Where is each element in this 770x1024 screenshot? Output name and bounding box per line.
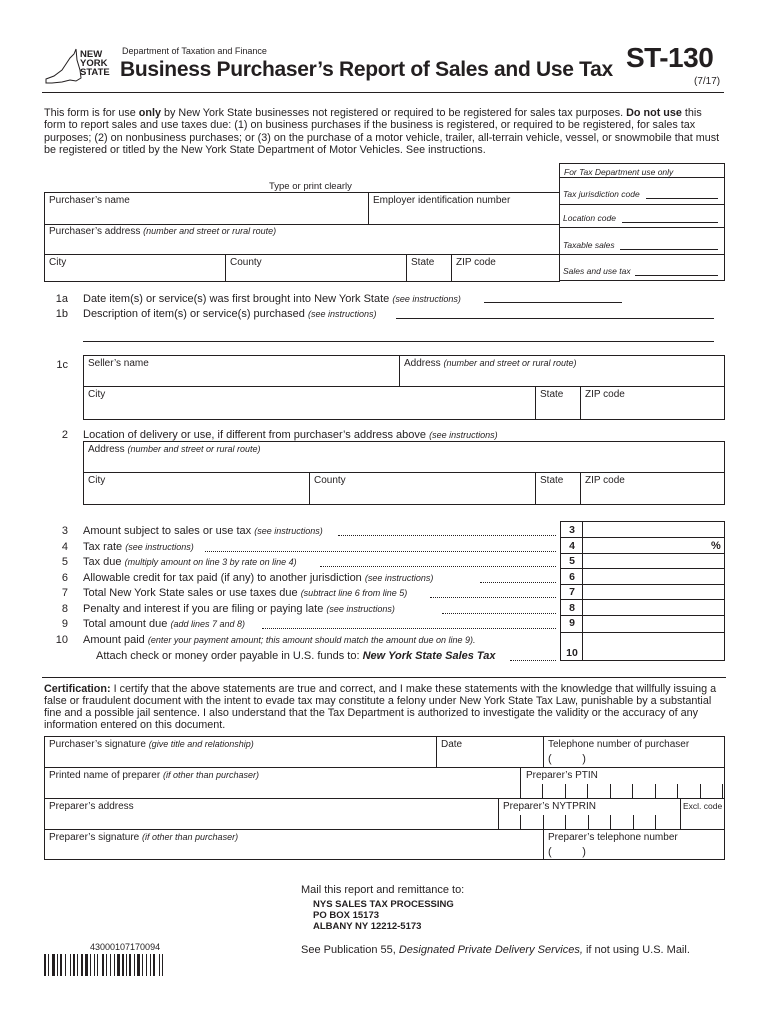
- purchaser-name-label[interactable]: Purchaser’s name: [49, 195, 130, 206]
- purchaser-row-rule-1: [44, 224, 560, 225]
- line-1b-label: [83, 308, 377, 320]
- line-1a-label: [83, 293, 461, 305]
- barcode-bar: [134, 954, 135, 976]
- delivery-zip-label[interactable]: ZIP code: [585, 475, 625, 486]
- line-4-box-number: 4: [569, 540, 575, 552]
- ptin-digit-boxes[interactable]: [520, 781, 725, 798]
- line-1a-note: (see instructions): [392, 294, 461, 304]
- purchaser-address-note: (number and street or rural route): [143, 226, 277, 236]
- line-10-number: 10: [55, 634, 68, 646]
- line-6-note: (see instructions): [364, 573, 434, 583]
- digit-divider: [610, 784, 611, 798]
- line-2-text: Location of delivery or use, if different from purchaser’s address above: [83, 429, 427, 441]
- preparer-name-text: Printed name of preparer: [49, 770, 161, 781]
- purchaser-signature-label[interactable]: [49, 739, 254, 750]
- form-number: ST-130: [626, 42, 714, 73]
- line-8-note: (see instructions): [326, 604, 395, 614]
- digit-divider: [588, 815, 589, 829]
- barcode-bar: [142, 954, 143, 976]
- sales-and-use-tax-field[interactable]: [635, 275, 718, 276]
- barcode-bar: [126, 954, 127, 976]
- line-4-number: 4: [61, 541, 68, 553]
- line-1a-field[interactable]: [484, 302, 622, 303]
- line-1a-number: 1a: [55, 293, 68, 305]
- seller-address-label[interactable]: [404, 358, 577, 369]
- line-7-label: [83, 587, 407, 599]
- delivery-city-label[interactable]: City: [88, 475, 106, 486]
- line-5-number: 5: [61, 556, 68, 568]
- line-3-text: Amount subject to sales or use tax: [83, 525, 252, 537]
- logo-line-york: YORK: [80, 58, 108, 69]
- purchaser-zip-label[interactable]: ZIP code: [456, 257, 496, 268]
- barcode-bar: [60, 954, 62, 976]
- line-4-note: (see instructions): [125, 542, 194, 552]
- line-7-box-number: 7: [569, 586, 575, 598]
- line-6-amount-field[interactable]: [583, 569, 724, 584]
- line-10-note: (enter your payment amount; this amount should match the amount due on line 9).: [147, 635, 476, 645]
- line-3-note: (see instructions): [254, 526, 323, 536]
- purchaser-signature-text: Purchaser’s signature: [49, 739, 146, 750]
- line-9-number: 9: [61, 618, 68, 630]
- line-8-text: Penalty and interest if you are filing or paying late: [83, 603, 324, 615]
- digit-divider: [722, 784, 723, 798]
- preparer-signature-label[interactable]: [49, 832, 238, 843]
- line-7-note: (subtract line 6 from line 5): [300, 588, 408, 598]
- digit-divider: [542, 784, 543, 798]
- line-5-leader: [320, 566, 556, 567]
- logo-line-state: STATE: [80, 67, 110, 78]
- purchaser-divider-county: [225, 254, 226, 282]
- logo-line-new: NEW: [80, 49, 103, 60]
- purchaser-divider-state: [406, 254, 407, 282]
- sig-divider-prep-phone: [543, 829, 544, 860]
- line-2-label: [83, 429, 498, 441]
- barcode-bar: [81, 954, 83, 976]
- line-9-box-number: 9: [569, 617, 575, 629]
- publication-note-italic: Designated Private Delivery Services,: [398, 944, 583, 956]
- delivery-row-rule: [83, 472, 725, 473]
- barcode-number: 43000107170094: [90, 942, 161, 952]
- form-title: Business Purchaser’s Report of Sales and Use Tax: [120, 58, 613, 81]
- line-1b-text: Description of item(s) or service(s) purchased: [83, 308, 305, 320]
- delivery-county-label[interactable]: County: [314, 475, 346, 486]
- intro-paragraph: [44, 107, 724, 157]
- purchaser-divider-ein: [368, 192, 369, 224]
- line-4-leader: [205, 551, 556, 552]
- delivery-address-label[interactable]: [88, 444, 261, 455]
- preparer-address-label[interactable]: Preparer’s address: [49, 801, 134, 812]
- intro-bold-only: only: [138, 107, 161, 119]
- digit-divider: [655, 815, 656, 829]
- digit-divider: [610, 815, 611, 829]
- purchaser-address-text: Purchaser’s address: [49, 226, 141, 237]
- line-2-note: (see instructions): [429, 430, 498, 440]
- purchaser-signature-note: (give title and relationship): [148, 739, 254, 749]
- digit-divider: [587, 784, 588, 798]
- line-7-amount-field[interactable]: [583, 585, 724, 599]
- line-5-text: Tax due: [83, 556, 122, 568]
- barcode-bar: [129, 954, 131, 976]
- digit-divider: [677, 784, 678, 798]
- delivery-address-note: (number and street or rural route): [127, 444, 261, 454]
- tax-jurisdiction-code-label: Tax jurisdiction code: [563, 189, 640, 199]
- sig-divider-excl: [680, 798, 681, 829]
- line-1b-field-2[interactable]: [83, 341, 714, 342]
- intro-bold-do-not-use: Do not use: [626, 107, 682, 119]
- preparer-phone-parens: ( ): [548, 846, 586, 858]
- seller-name-label[interactable]: Seller’s name: [88, 358, 149, 369]
- seller-state-label[interactable]: State: [540, 389, 564, 400]
- line-5-box-number: 5: [569, 555, 575, 567]
- location-code-field[interactable]: [622, 222, 718, 223]
- barcode-bar: [48, 954, 49, 976]
- digit-divider: [632, 784, 633, 798]
- line-10-attach: [96, 650, 495, 662]
- mail-heading: Mail this report and remittance to:: [301, 884, 465, 896]
- delivery-address-text: Address: [88, 444, 125, 455]
- seller-divider-address: [399, 355, 400, 386]
- barcode-bar: [70, 954, 71, 976]
- sig-row-rule-1: [44, 767, 725, 768]
- mail-address-line-3: ALBANY NY 12212-5173: [313, 921, 422, 932]
- line-6-box-number: 6: [569, 571, 575, 583]
- line-8-number: 8: [61, 603, 68, 615]
- digit-divider: [565, 815, 566, 829]
- line-4-rate-field[interactable]: [583, 538, 709, 553]
- barcode-bar: [97, 954, 98, 976]
- line-10-payee: New York State Sales Tax: [362, 650, 496, 662]
- certification-text: I certify that the above statements are true and correct, and I make these statements with the knowledge that willfully issuing a false or fraudulent document with the intent to evade tax may constitute a felony under New York State Tax Law, punishable by a substantial fine and a possible jail sentence. I also understand that the Tax Department is authorized to investigate the validity or the accuracy of any information entered on this document.: [44, 683, 717, 731]
- certification-rule: [42, 677, 726, 678]
- line-10-amount-field[interactable]: [583, 633, 724, 660]
- taxable-sales-field[interactable]: [620, 249, 718, 250]
- barcode-bar: [153, 954, 155, 976]
- barcode-bar: [137, 954, 140, 976]
- nys-logo: [40, 46, 120, 86]
- purchaser-city-label[interactable]: City: [49, 257, 67, 268]
- intro-text-1: This form is for use: [44, 107, 139, 119]
- barcode-bar: [65, 954, 66, 976]
- preparer-name-label[interactable]: [49, 770, 259, 781]
- publication-note-pre: See Publication 55,: [301, 944, 399, 956]
- line-1b-number: 1b: [55, 308, 68, 320]
- line-4-percent: %: [711, 540, 721, 552]
- delivery-divider-zip: [580, 472, 581, 505]
- seller-divider-zip: [580, 386, 581, 420]
- line-8-leader: [442, 613, 556, 614]
- digit-divider: [543, 815, 544, 829]
- line-1a-text: Date item(s) or service(s) was first brought into New York State: [83, 293, 390, 305]
- seller-address-text: Address: [404, 358, 441, 369]
- mail-address-line-2: PO BOX 15173: [313, 910, 380, 921]
- intro-text-3: this form to report sales and use taxes due: (1) on business purchases if the business is registered, or required to be registered, for sales tax purposes; (2) on nonbusiness purchases; or (3) on the purchase of a motor vehicle, trailer, all-terrain vehicle, vessel, or snowmobile that must be registered or titled by the New York State Department of Motor Vehicles. See instructions.: [44, 107, 720, 157]
- line-8-label: [83, 603, 395, 615]
- intro-text-2: by New York State businesses not registered or required to be registered for sales tax purposes.: [161, 107, 627, 119]
- line-7-number: 7: [61, 587, 68, 599]
- dept-use-rule-4: [559, 254, 725, 255]
- tax-jurisdiction-code-field[interactable]: [646, 198, 718, 199]
- line-3-amount-field[interactable]: [583, 522, 724, 537]
- line-4-label: [83, 541, 194, 553]
- department-name: Department of Taxation and Finance: [122, 46, 267, 56]
- line-3-label: [83, 525, 323, 537]
- dept-use-heading: For Tax Department use only: [564, 167, 674, 177]
- line-9-leader: [262, 628, 556, 629]
- barcode-bar: [94, 954, 95, 976]
- purchaser-state-label[interactable]: State: [411, 257, 435, 268]
- digit-divider: [633, 815, 634, 829]
- seller-divider-state: [535, 386, 536, 420]
- barcode: [44, 954, 216, 976]
- preparer-ptin-label[interactable]: Preparer’s PTIN: [526, 770, 598, 781]
- line-10-text: Amount paid: [83, 634, 145, 646]
- type-print-clearly: Type or print clearly: [269, 181, 352, 192]
- line-10-leader: [510, 660, 556, 661]
- purchaser-phone-label[interactable]: Telephone number of purchaser: [548, 739, 690, 750]
- preparer-signature-text: Preparer’s signature: [49, 832, 140, 843]
- date-label[interactable]: Date: [441, 739, 463, 750]
- barcode-bar: [44, 954, 46, 976]
- line-2-number: 2: [61, 429, 68, 441]
- barcode-bar: [114, 954, 115, 976]
- seller-row-rule: [83, 386, 725, 387]
- barcode-bar: [159, 954, 160, 976]
- sig-divider-date: [436, 736, 437, 767]
- publication-note: [301, 944, 690, 956]
- digit-divider: [565, 784, 566, 798]
- line-4-text: Tax rate: [83, 541, 123, 553]
- sig-divider-phone: [543, 736, 544, 767]
- purchaser-address-label[interactable]: [49, 226, 276, 237]
- purchaser-divider-zip: [451, 254, 452, 282]
- header-rule: [42, 92, 724, 93]
- line-5-label: [83, 556, 297, 568]
- line-9-note: (add lines 7 and 8): [170, 619, 246, 629]
- excl-code-label[interactable]: Excl. code: [683, 801, 723, 811]
- nytprin-digit-boxes[interactable]: [498, 812, 680, 829]
- line-5-note: (multiply amount on line 3 by rate on line 4): [124, 557, 297, 567]
- digit-divider: [700, 784, 701, 798]
- line-6-leader: [480, 582, 556, 583]
- line-1b-note: (see instructions): [307, 309, 377, 319]
- dept-use-rule: [559, 177, 725, 178]
- line-1c-number: 1c: [56, 359, 68, 371]
- line-5-amount-field[interactable]: [583, 554, 724, 568]
- purchaser-county-label[interactable]: County: [230, 257, 262, 268]
- barcode-bar: [77, 954, 78, 976]
- line-6-label: [83, 572, 433, 584]
- line-10-label: [83, 634, 476, 646]
- seller-address-note: (number and street or rural route): [443, 358, 577, 368]
- preparer-signature-note: (if other than purchaser): [142, 832, 239, 842]
- dept-use-rule-2: [559, 204, 725, 205]
- digit-divider: [520, 815, 521, 829]
- barcode-bar: [146, 954, 147, 976]
- line-8-box-number: 8: [569, 602, 575, 614]
- certification-heading: Certification:: [44, 683, 111, 695]
- line-6-text: Allowable credit for tax paid (if any) to another jurisdiction: [83, 572, 362, 584]
- line-7-text: Total New York State sales or use taxes due: [83, 587, 298, 599]
- line-9-text: Total amount due: [83, 618, 168, 630]
- taxable-sales-label: Taxable sales: [563, 240, 615, 250]
- line-3-number: 3: [61, 525, 68, 537]
- seller-city-label[interactable]: City: [88, 389, 106, 400]
- line-3-box-number: 3: [569, 524, 575, 536]
- barcode-bar: [106, 954, 107, 976]
- sales-and-use-tax-label: Sales and use tax: [563, 266, 631, 276]
- barcode-bar: [162, 954, 163, 976]
- line-6-number: 6: [61, 572, 68, 584]
- barcode-bar: [110, 954, 111, 976]
- certification-paragraph: [44, 683, 726, 731]
- barcode-bar: [122, 954, 124, 976]
- mail-address-line-1: NYS SALES TAX PROCESSING: [313, 899, 454, 910]
- delivery-divider-county: [309, 472, 310, 505]
- sig-row-rule-3: [44, 829, 725, 830]
- ein-label[interactable]: Employer identification number: [373, 195, 511, 206]
- delivery-state-label[interactable]: State: [540, 475, 564, 486]
- barcode-bar: [73, 954, 75, 976]
- barcode-bar: [117, 954, 120, 976]
- line-7-leader: [430, 597, 556, 598]
- delivery-divider-state: [535, 472, 536, 505]
- line-10-attach-text: Attach check or money order payable in U.S. funds to:: [96, 650, 363, 662]
- barcode-bar: [52, 954, 55, 976]
- preparer-name-note: (if other than purchaser): [162, 770, 259, 780]
- location-code-label: Location code: [563, 213, 616, 223]
- barcode-bar: [57, 954, 58, 976]
- line-3-leader: [338, 535, 556, 536]
- digit-divider: [655, 784, 656, 798]
- barcode-bar: [150, 954, 151, 976]
- line-9-amount-field[interactable]: [583, 616, 724, 632]
- line-9-label: [83, 618, 245, 630]
- barcode-bar: [90, 954, 91, 976]
- dept-use-rule-3: [559, 227, 725, 228]
- seller-zip-label[interactable]: ZIP code: [585, 389, 625, 400]
- purchaser-row-rule-2: [44, 254, 560, 255]
- barcode-bar: [102, 954, 104, 976]
- purchaser-phone-parens: ( ): [548, 753, 586, 765]
- barcode-bar: [85, 954, 88, 976]
- line-1b-field[interactable]: [396, 318, 714, 319]
- line-8-amount-field[interactable]: [583, 600, 724, 615]
- sig-row-rule-2: [44, 798, 725, 799]
- line-10-box-number: 10: [566, 647, 578, 659]
- preparer-nytprin-label[interactable]: Preparer’s NYTPRIN: [503, 801, 596, 812]
- form-revision: (7/17): [694, 76, 721, 87]
- publication-note-post: if not using U.S. Mail.: [582, 944, 690, 956]
- preparer-phone-label[interactable]: Preparer’s telephone number: [548, 832, 678, 843]
